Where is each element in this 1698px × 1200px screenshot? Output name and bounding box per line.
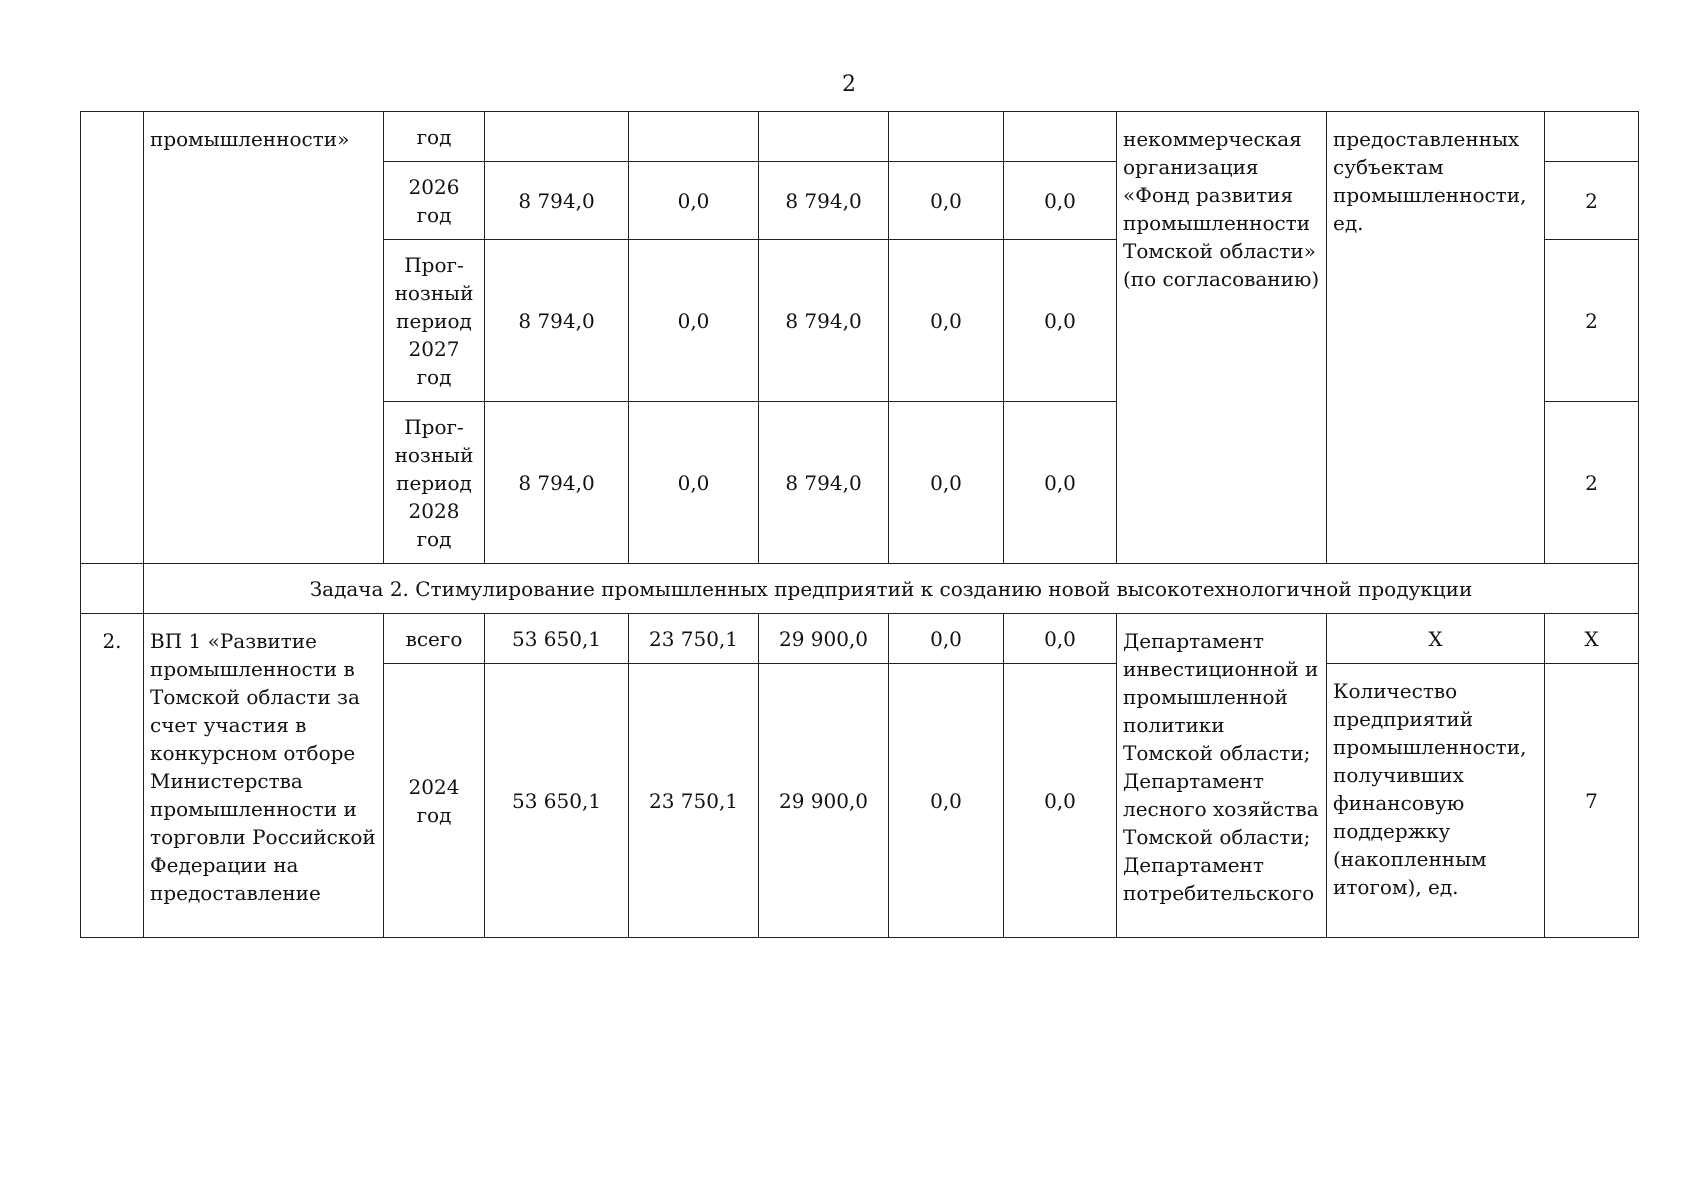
event-name-cell: ВП 1 «Развитие промышленности в Томской области за счет участия в конкурсном отборе Министерства промышленности и торговли Российской Федерации на предоставление: [144, 614, 384, 938]
total-cell: 8 794,0: [485, 162, 629, 240]
extra-budget-cell: 0,0: [1004, 240, 1117, 402]
program-table: [80, 111, 1639, 938]
page-number: 2: [842, 72, 856, 97]
period-cell: 2026 год: [384, 162, 485, 240]
indicator-cell: предоставленных субъектам промышленности, ед.: [1327, 112, 1545, 564]
num-cell-empty: [81, 112, 144, 564]
event-name-cell: промышленности»: [144, 112, 384, 564]
value-cell: [1545, 112, 1639, 162]
regional-cell: 29 900,0: [759, 664, 889, 938]
extra-budget-cell: 0,0: [1004, 614, 1117, 664]
table-row: [81, 614, 1639, 664]
value-cell: Х: [1545, 614, 1639, 664]
period-cell: год: [384, 112, 485, 162]
local-cell: 0,0: [889, 240, 1004, 402]
task-title: Задача 2. Стимулирование промышленных предприятий к созданию новой высокотехнологичной продукции: [144, 564, 1639, 614]
extra-budget-cell: 0,0: [1004, 402, 1117, 564]
regional-cell: [759, 112, 889, 162]
extra-budget-cell: [1004, 112, 1117, 162]
federal-cell: 23 750,1: [629, 664, 759, 938]
regional-cell: 8 794,0: [759, 162, 889, 240]
total-cell: 53 650,1: [485, 614, 629, 664]
value-cell: 2: [1545, 240, 1639, 402]
federal-cell: 0,0: [629, 402, 759, 564]
period-cell: Прог- нозный период 2027 год: [384, 240, 485, 402]
local-cell: [889, 112, 1004, 162]
total-cell: [485, 112, 629, 162]
extra-budget-cell: 0,0: [1004, 162, 1117, 240]
total-cell: 8 794,0: [485, 402, 629, 564]
federal-cell: 0,0: [629, 240, 759, 402]
extra-budget-cell: 0,0: [1004, 664, 1117, 938]
federal-cell: 23 750,1: [629, 614, 759, 664]
executor-cell: Департамент инвестиционной и промышленной политики Томской области; Департамент лесного хозяйства Томской области; Департамент потребительского: [1117, 614, 1327, 938]
indicator-cell: Х: [1327, 614, 1545, 664]
regional-cell: 8 794,0: [759, 402, 889, 564]
federal-cell: [629, 112, 759, 162]
value-cell: 2: [1545, 402, 1639, 564]
item-number: 2.: [81, 614, 144, 938]
total-cell: 8 794,0: [485, 240, 629, 402]
task-row: [81, 564, 1639, 614]
local-cell: 0,0: [889, 402, 1004, 564]
period-cell: 2024 год: [384, 664, 485, 938]
executor-cell: некоммерческая организация «Фонд развития промышленности Томской области» (по согласованию): [1117, 112, 1327, 564]
value-cell: 7: [1545, 664, 1639, 938]
regional-cell: 8 794,0: [759, 240, 889, 402]
value-cell: 2: [1545, 162, 1639, 240]
local-cell: 0,0: [889, 664, 1004, 938]
indicator-cell: Количество предприятий промышленности, получивших финансовую поддержку (накопленным итогом), ед.: [1327, 664, 1545, 938]
period-cell: Прог- нозный период 2028 год: [384, 402, 485, 564]
federal-cell: 0,0: [629, 162, 759, 240]
period-cell: всего: [384, 614, 485, 664]
regional-cell: 29 900,0: [759, 614, 889, 664]
num-cell-empty: [81, 564, 144, 614]
local-cell: 0,0: [889, 162, 1004, 240]
local-cell: 0,0: [889, 614, 1004, 664]
total-cell: 53 650,1: [485, 664, 629, 938]
table-row: [81, 112, 1639, 162]
